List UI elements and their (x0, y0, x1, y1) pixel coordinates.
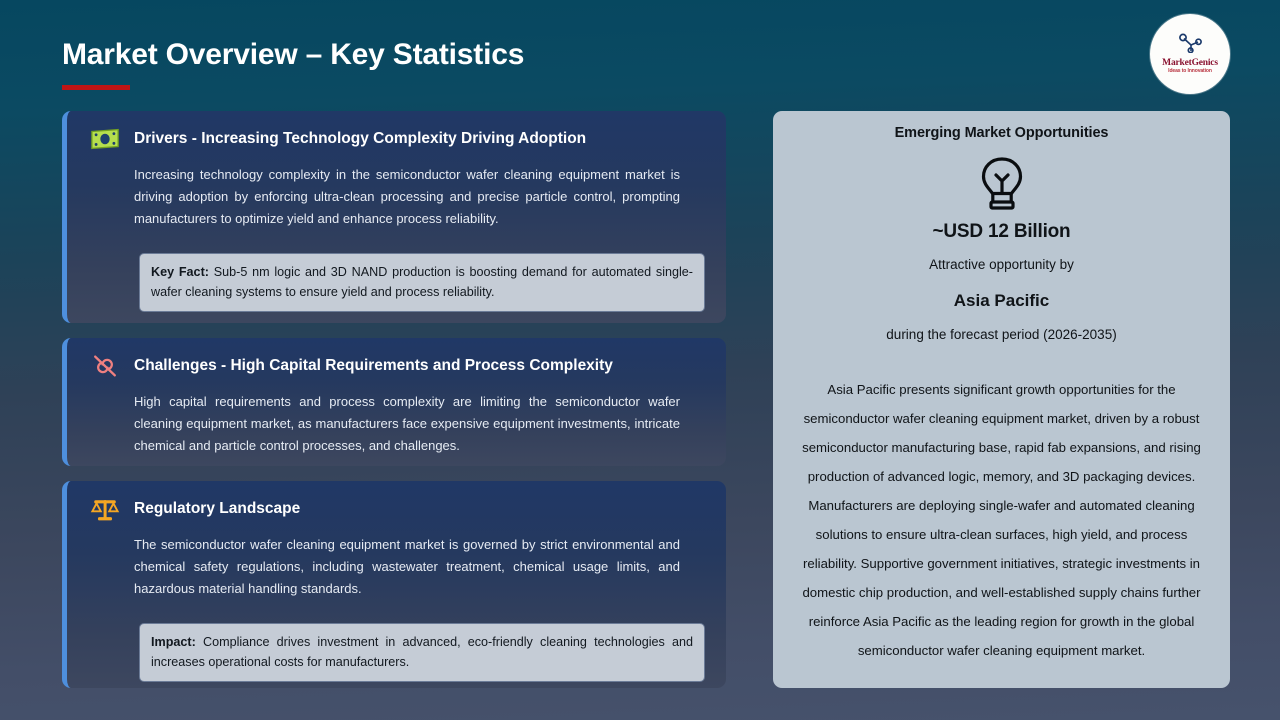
opportunity-value: ~USD 12 Billion (932, 221, 1071, 242)
impact-label: Impact: (151, 635, 196, 649)
card-title: Challenges - High Capital Requirements and Process Complexity (134, 357, 613, 374)
card-body-text: Increasing technology complexity in the semiconductor wafer cleaning equipment market is driving adoption by enforcing ultra-clean processing and precise particle control, prompting manufacturers to optimize yield and enhance process reliability. (134, 167, 680, 226)
balance-scale-icon (89, 493, 121, 525)
lightbulb-icon (789, 155, 1214, 213)
emerging-opportunities-panel (773, 111, 1230, 688)
impact-callout (139, 623, 705, 682)
card-title: Drivers - Increasing Technology Complexity Driving Adoption (134, 130, 587, 147)
money-banknote-icon (89, 123, 121, 155)
card-body-text: High capital requirements and process complexity are limiting the semiconductor wafer cleaning equipment market, as manufacturers face expensive equipment investments, intricate chemical and particle control processes, and challenges. (134, 394, 680, 453)
card-title: Regulatory Landscape (134, 500, 301, 517)
brand-logo (1150, 14, 1230, 94)
broken-chain-icon (89, 350, 121, 382)
opportunity-forecast-period: during the forecast period (2026-2035) (886, 327, 1117, 342)
key-fact-callout (139, 253, 705, 312)
card-header (89, 127, 706, 155)
key-fact-text: Sub-5 nm logic and 3D NAND production is boosting demand for automated single-wafer cleaning systems to ensure yield and process reliability. (151, 265, 693, 299)
card-header (89, 497, 706, 525)
opportunity-subline: Attractive opportunity by (929, 257, 1074, 272)
impact-text: Compliance drives investment in advanced, eco-friendly cleaning technologies and increases operational costs for manufacturers. (151, 635, 694, 669)
card-header (89, 354, 706, 382)
card-challenges (62, 338, 726, 466)
opportunity-heading: Emerging Market Opportunities (894, 125, 1109, 141)
card-body-text: The semiconductor wafer cleaning equipment market is governed by strict environmental and chemical safety regulations, including wastewater treatment, chemical usage limits, and hazardous material handling standards. (134, 537, 680, 596)
opportunity-description: Asia Pacific presents significant growth opportunities for the semiconductor wafer cleaning equipment market, driven by a robust semiconductor manufacturing base, rapid fab expansions, and rising production of advanced logic, memory, and 3D packaging devices. Manufacturers are deploying single-wafer and automated cleaning solutions to ensure ultra-clean surfaces, high yield, and process reliability. Supportive government initiatives, strategic investments in domestic chip production, and well-established supply chains further reinforce Asia Pacific as the leading region for growth in the global semiconductor wafer cleaning equipment market. (802, 382, 1201, 658)
opportunity-region: Asia Pacific (953, 291, 1050, 310)
molecule-node-icon (1177, 33, 1203, 58)
logo-name: MarketGenics (1162, 58, 1218, 69)
title-underline-accent (62, 85, 130, 90)
logo-tagline: Ideas to Innovation (1168, 68, 1212, 75)
key-fact-label: Key Fact: (151, 265, 209, 279)
page-title: Market Overview – Key Statistics (62, 38, 525, 71)
